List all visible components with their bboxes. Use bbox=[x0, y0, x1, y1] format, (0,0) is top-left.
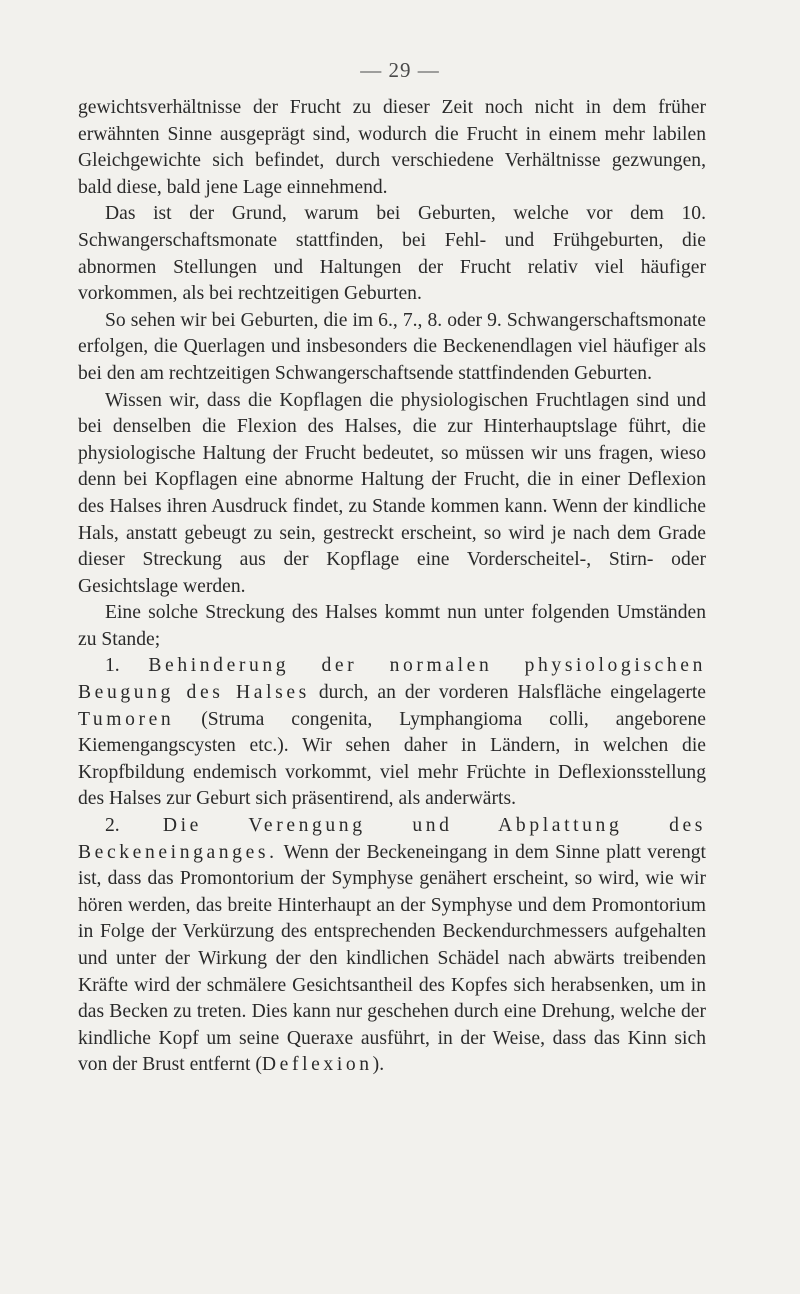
list-number-2: 2. bbox=[105, 815, 163, 837]
paragraph-6-text-a: durch, an der vorderen Halsfläche eingelagerte bbox=[309, 682, 706, 704]
paragraph-3: So sehen wir bei Geburten, die im 6., 7., 8. oder 9. Schwangerschaftsmonate erfolgen, die Querlagen und insbesonders die Beckenendlagen viel häufiger als bei den am rechtzeitigen Schwangerschaftsende stattfindenden Geburten. bbox=[78, 309, 706, 384]
paragraph-6 bbox=[78, 653, 706, 813]
paragraph-5: Eine solche Streckung des Halses kommt nun unter folgenden Umständen zu Stande; bbox=[78, 602, 706, 650]
paragraph-6-text-b: (Struma congenita, Lymphangioma colli, angeborene Kiemengangscysten etc.). Wir sehen daher in Ländern, in welchen die Kropfbildung endemisch vorkommt, viel mehr Früchte in Deflexionsstellung des Halses zur Geburt sich präsentirend, als anderwärts. bbox=[78, 708, 706, 810]
spaced-heading-verengung: Die Verengung und Abplattung des Beckeneinganges. bbox=[78, 815, 707, 863]
spaced-heading-beugung: Behinderung der normalen physiologischen Beugung des Halses bbox=[78, 655, 706, 704]
paragraph-7 bbox=[78, 813, 706, 1079]
list-number-1: 1. bbox=[105, 655, 149, 677]
paragraph-7-text-b: ). bbox=[372, 1054, 385, 1076]
text-body bbox=[78, 95, 706, 1079]
paragraph-4: Wissen wir, dass die Kopflagen die physiologischen Fruchtlagen sind und bei denselben die Flexion des Halses, die zur Hinterhauptslage führt, die physiologische Haltung der Frucht bedeutet, so müssen wir uns fragen, wieso denn bei Kopflagen eine abnorme Haltung der Frucht, die in einer Deflexion des Halses ihren Ausdruck findet, zu Stande kommen kann. Wenn der kindliche Hals, anstatt gebeugt zu sein, gestreckt erscheint, so wird je nach dem Grade dieser Streckung aus der Kopflage eine Vorderscheitel-, Stirn- oder Gesichtslage werden. bbox=[78, 389, 706, 597]
paragraph-2: Das ist der Grund, warum bei Geburten, welche vor dem 10. Schwangerschaftsmonate stattfinden, bei Fehl- und Frühgeburten, die abnormen Stellungen und Haltungen der Frucht relativ viel häufiger vorkommen, als bei rechtzeitigen Geburten. bbox=[78, 203, 706, 305]
spaced-term-tumoren: Tumoren bbox=[78, 708, 175, 730]
spaced-term-deflexion: Deflexion bbox=[261, 1054, 373, 1076]
paragraph-7-text-a: Wenn der Beckeneingang in dem Sinne platt verengt ist, dass das Promontorium der Symphyse genähert erscheint, so wird, wie wir hören werden, das breite Hinterhaupt an der Symphyse und dem Promontorium in Folge der Verkürzung des entsprechenden Beckendurchmessers aufgehalten und unter der Wirkung der den kindlichen Schädel nach abwärts treibenden Kräfte wird der schmälere Gesichtsantheil des Kopfes sich herabsenken, um in das Becken zu treten. Dies kann nur geschehen durch eine Drehung, welche der kindliche Kopf um seine Queraxe ausführt, in der Weise, dass das Kinn sich von der Brust entfernt ( bbox=[78, 841, 706, 1076]
page-number: — 29 — bbox=[360, 58, 440, 82]
paragraph-1: gewichtsverhältnisse der Frucht zu dieser Zeit noch nicht in dem früher erwähnten Sinne ausgeprägt sind, wodurch die Frucht in einem mehr labilen Gleichgewichte sich befindet, durch verschiedene Verhältnisse gezwungen, bald diese, bald jene Lage einnehmend. bbox=[78, 97, 706, 198]
